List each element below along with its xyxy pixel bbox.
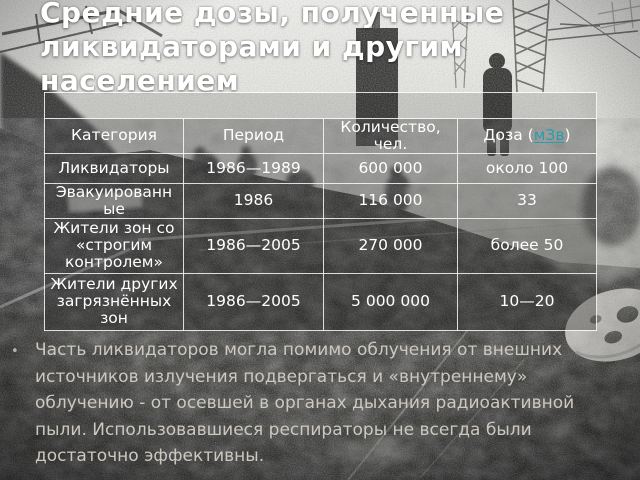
header-dose-prefix: Доза ( [483,126,534,145]
title-line: ликвидаторами и другим [40,30,464,63]
note-block [11,337,636,470]
note-line: пыли. Использовавшиеся респираторы не всегда были [35,419,532,440]
table-cell-count: 270 000 [324,218,458,273]
note-line: достаточно эффективны. [35,446,265,466]
slide-title [40,0,560,98]
note-line: Часть ликвидаторов могла помимо облучения от внешних [35,340,563,360]
header-dose-suffix: ) [564,126,571,145]
msv-link[interactable]: мЗв [533,126,565,145]
table-cell-period: 1986—2005 [184,273,324,330]
title-line: населением [40,64,240,97]
header-category: Категория [45,119,184,154]
table-cell-period: 1986 [184,183,324,218]
table-row-other-zones [45,273,597,330]
table-cell-category: Ликвидаторы [45,153,184,183]
table-cell-count: 600 000 [324,153,458,183]
table-cell-category: Эвакуированные [45,183,184,218]
table-header-row [45,119,597,154]
table-cell-period: 1986—2005 [184,218,324,273]
table-cell-count: 116 000 [324,183,458,218]
table-cell-dose: 33 [458,183,597,218]
note-line: облучению - от осевшей в органах дыхания радиоактивной [35,393,575,413]
table-cell-count: 5 000 000 [324,273,458,330]
note-text [35,337,574,470]
table-cell-dose: 10—20 [458,273,597,330]
spacer-cell [45,93,597,119]
note-line: источников излучения подвергаться и «внутреннему» [35,366,528,387]
header-period: Период [184,119,324,154]
dose-table [44,92,597,331]
table-cell-dose: около 100 [458,153,597,183]
header-dose [458,119,597,154]
table-cell-category: Жители зон со «строгим контролем» [45,218,184,273]
table-spacer-row [45,93,597,119]
table-row-evacuated [45,183,597,218]
title-line: Средние дозы, полученные [40,0,505,29]
table-cell-period: 1986—1989 [184,153,324,183]
table-cell-category: Жители других загрязнённых зон [45,273,184,330]
table-cell-dose: более 50 [458,218,597,273]
bullet-marker: • [11,344,19,359]
table-row-strict-control [45,218,597,273]
header-count: Количество, чел. [324,119,458,154]
table-row-liquidators [45,153,597,183]
